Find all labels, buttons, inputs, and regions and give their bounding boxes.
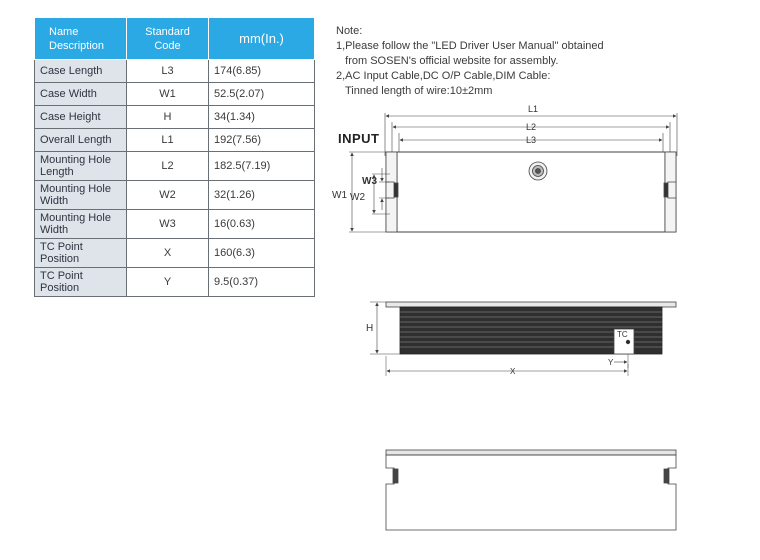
row-code: X [127, 239, 209, 268]
row-value: 34(1.34) [209, 106, 315, 129]
note-line: from SOSEN's official website for assembly. [336, 55, 559, 67]
row-code: L2 [127, 152, 209, 181]
row-value: 174(6.85) [209, 60, 315, 83]
bottom-view [386, 450, 676, 530]
row-description-line1: Mounting Hole [40, 212, 111, 224]
row-code: L1 [127, 129, 209, 152]
row-description-line2: Position [40, 253, 80, 265]
header-name-line1: Name [49, 25, 79, 38]
row-code: W1 [127, 83, 209, 106]
header-name-line2: Description [49, 39, 105, 52]
header-code-line2: Code [154, 39, 181, 52]
dim-label-l3: L3 [526, 135, 537, 145]
row-code: H [127, 106, 209, 129]
dim-label-h: H [366, 323, 374, 334]
row-code: W2 [127, 181, 209, 210]
note-line: 2,AC Input Cable,DC O/P Cable,DIM Cable: [336, 70, 551, 82]
header-code-line1: Standard [145, 25, 190, 38]
note-line: 1,Please follow the "LED Driver User Manual" obtained [336, 40, 604, 52]
dim-label-x: X [510, 367, 516, 376]
note-line: Tinned length of wire:10±2mm [336, 85, 493, 97]
dim-label-w2: W2 [350, 192, 365, 203]
row-value: 32(1.26) [209, 181, 315, 210]
row-description-line2: Width [40, 224, 69, 236]
row-description: Overall Length [35, 129, 127, 152]
row-description: Case Width [35, 83, 127, 106]
row-value: 182.5(7.19) [209, 152, 315, 181]
header-unit: mm(In.) [209, 18, 315, 60]
row-description-line1: Mounting Hole [40, 154, 111, 166]
row-description: Case Height [35, 106, 127, 129]
row-value: 9.5(0.37) [209, 268, 315, 297]
dim-label-w3: W3 [362, 176, 377, 187]
row-code: L3 [127, 60, 209, 83]
row-description-line1: TC Point [40, 270, 83, 282]
row-description-line2: Position [40, 282, 80, 294]
dim-label-w1: W1 [332, 190, 347, 201]
row-description-line2: Length [40, 166, 74, 178]
dim-label-l2: L2 [526, 122, 537, 132]
row-code: W3 [127, 210, 209, 239]
row-value: 16(0.63) [209, 210, 315, 239]
dim-label-y: Y [608, 358, 614, 367]
side-view [370, 302, 676, 376]
row-value: 52.5(2.07) [209, 83, 315, 106]
note-title: Note: [336, 25, 363, 37]
row-code: Y [127, 268, 209, 297]
row-description: Case Length [35, 60, 127, 83]
row-description-line1: TC Point [40, 241, 83, 253]
top-view [349, 113, 677, 232]
row-description-line1: Mounting Hole [40, 183, 111, 195]
row-description-line2: Width [40, 195, 69, 207]
dim-label-l1: L1 [528, 104, 539, 114]
row-value: 192(7.56) [209, 129, 315, 152]
input-label: INPUT [338, 131, 380, 146]
row-value: 160(6.3) [209, 239, 315, 268]
dim-label-tc: TC [617, 330, 628, 339]
